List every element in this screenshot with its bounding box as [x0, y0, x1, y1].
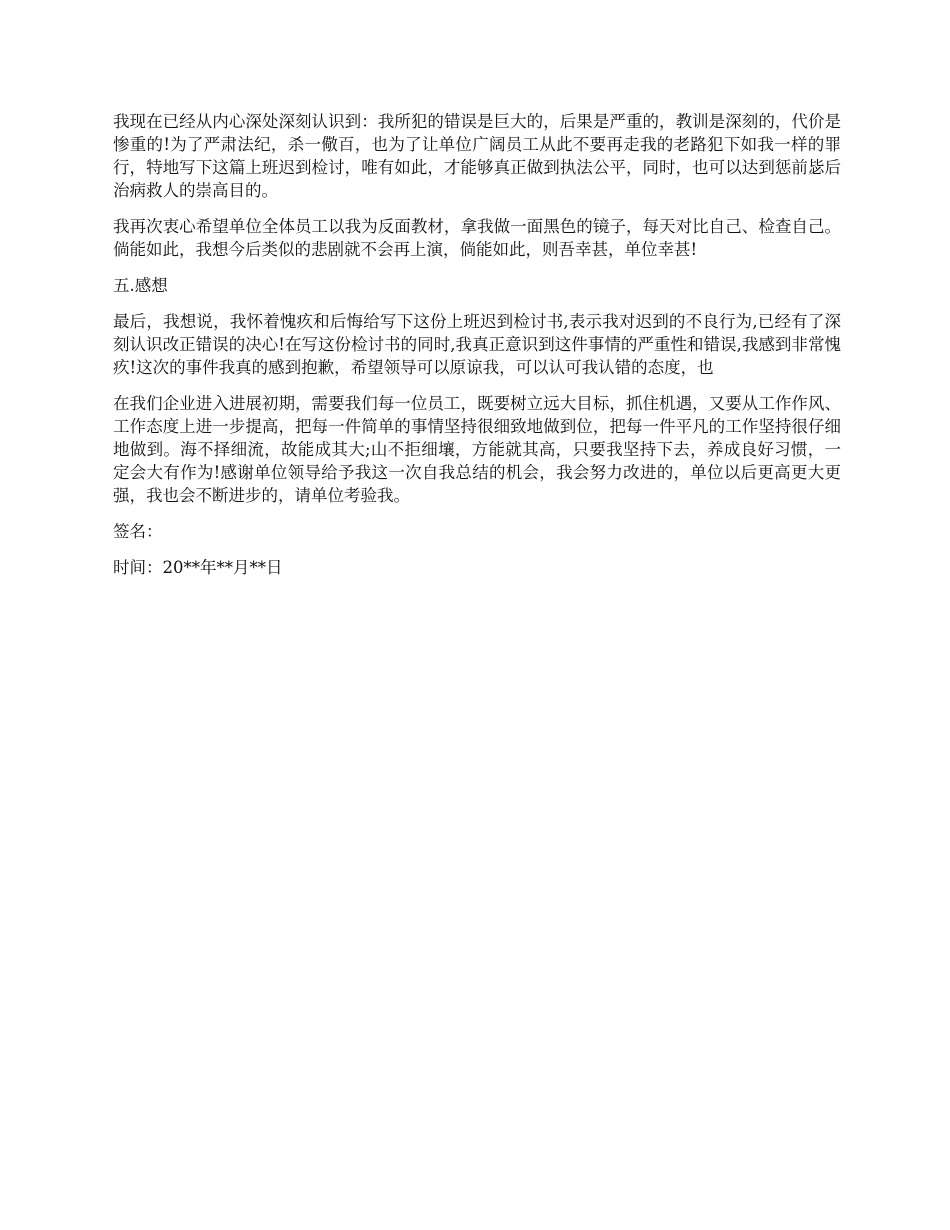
- signature-label: 签名：: [113, 522, 163, 541]
- document-body: [113, 110, 841, 592]
- section-heading: 五.感想: [113, 276, 168, 295]
- paragraph-3: 最后，我想说，我怀着愧疚和后悔给写下这份上班迟到检讨书,表示我对迟到的不良行为,已经有了深刻认识改正错误的决心!在写这份检讨书的同时,我真正意识到这件事情的严重性和错误,我感到非常愧疚!这次的事件我真的感到抱歉，希望领导可以原谅我，可以认可我认错的态度，也: [113, 312, 841, 377]
- paragraph-4: 在我们企业进入进展初期，需要我们每一位员工，既要树立远大目标，抓住机遇，又要从工作作风、工作态度上进一步提高，把每一件简单的事情坚持很细致地做到位，把每一件平凡的工作坚持很仔细地做到。海不择细流，故能成其大;山不拒细壤，方能就其高，只要我坚持下去，养成良好习惯，一定会大有作为!感谢单位领导给予我这一次自我总结的机会，我会努力改进的，单位以后更高更大更强，我也会不断进步的，请单位考验我。: [113, 394, 841, 505]
- paragraph-1: 我现在已经从内心深处深刻认识到：我所犯的错误是巨大的，后果是严重的，教训是深刻的，代价是惨重的!为了严肃法纪，杀一儆百，也为了让单位广阔员工从此不要再走我的老路犯下如我一样的罪行，特地写下这篇上班迟到检讨，唯有如此，才能够真正做到执法公平，同时，也可以达到惩前毖后治病救人的崇高目的。: [113, 112, 841, 200]
- paragraph-2: 我再次衷心希望单位全体员工以我为反面教材，拿我做一面黑色的镜子，每天对比自己、检查自己。倘能如此，我想今后类似的悲剧就不会再上演，倘能如此，则吾幸甚，单位幸甚!: [113, 217, 841, 259]
- time-line: 时间：20**年**月**日: [113, 558, 283, 577]
